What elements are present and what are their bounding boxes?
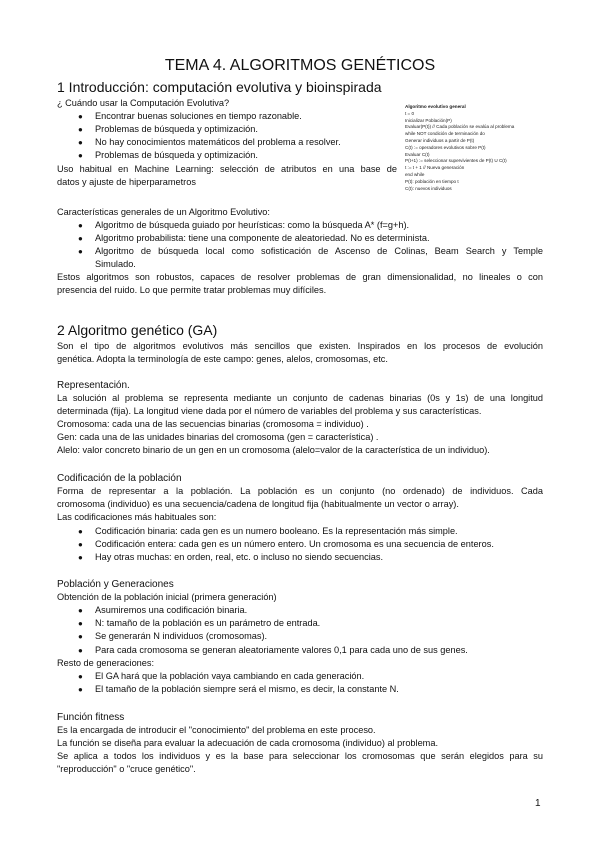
representation-line: Alelo: valor concreto binario de un gen en un cromosoma (alelo=valor de la característica de un individuo). <box>57 445 490 455</box>
list-item: Hay otras muchas: en orden, real, etc. o incluso no siendo secuencias. <box>95 552 384 562</box>
robust-line: presencia del ruido. Lo que permite tratar problemas muy difíciles. <box>57 285 327 295</box>
subheading-coding: Codificación de la población <box>57 473 182 484</box>
fitness-line: Es la encargada de introducir el "conocimiento" del problema en este proceso. <box>57 725 376 735</box>
bullet-icon: ● <box>78 151 83 160</box>
pseudocode-line: Evaluar C(t) <box>405 151 430 157</box>
pseudocode-line: C(t): nuevos individuos <box>405 185 452 191</box>
representation-line: Cromosoma: cada una de las secuencias binarias (cromosoma = individuo) . <box>57 419 369 429</box>
list-item: El tamaño de la población siempre será el mismo, es decir, la constante N. <box>95 684 399 694</box>
list-item: Asumiremos una codificación binaria. <box>95 605 248 615</box>
pseudocode-line: t := t + 1 // Nueva generación <box>405 165 465 171</box>
list-item: Encontrar buenas soluciones en tiempo razonable. <box>95 111 302 121</box>
bullet-icon: ● <box>78 646 83 655</box>
bullet-icon: ● <box>78 619 83 628</box>
coding-line: cromosoma (individuo) es una secuencia/cadena de longitud fija (habitualmente un vector o array). <box>57 499 459 509</box>
list-item-continuation: Simulado. <box>95 259 136 269</box>
page-number: 1 <box>535 798 541 809</box>
page-title: TEMA 4. ALGORITMOS GENÉTICOS <box>164 57 436 74</box>
usage-line: Uso habitual en Machine Learning: selección de atributos en una base de <box>57 164 397 174</box>
characteristics-heading: Características generales de un Algoritmo Evolutivo: <box>57 207 270 217</box>
ga-intro-line: Son el tipo de algoritmos evolutivos más sencillos que existen. Inspirados en los procesos de evolución <box>57 341 543 351</box>
list-item: Se generarán N individuos (cromosomas). <box>95 631 268 641</box>
representation-line: La solución al problema se representa mediante un conjunto de cadenas binarias (0s y 1s) de una longitud <box>57 393 543 403</box>
subheading-representation: Representación. <box>57 380 130 391</box>
pseudocode-line: P(t): población en tiempo t <box>405 178 459 184</box>
bullet-icon: ● <box>78 527 83 536</box>
list-item: Problemas de búsqueda y optimización. <box>95 150 258 160</box>
population-initial: Obtención de la población inicial (primera generación) <box>57 592 277 602</box>
list-item: Algoritmo de búsqueda guiado por heurísticas: como la búsqueda A* (f=g+h). <box>95 220 410 230</box>
bullet-icon: ● <box>78 112 83 121</box>
list-item: Algoritmo probabilista: tiene una componente de aleatoriedad. No es determinista. <box>95 233 430 243</box>
robust-line: Estos algoritmos son robustos, capaces de resolver problemas de gran dimensionalidad, no lineales o con <box>57 272 543 282</box>
bullet-icon: ● <box>78 125 83 134</box>
list-item: Algoritmo de búsqueda local como sofisticación de Ascenso de Colinas, Beam Search y Temple <box>95 246 543 256</box>
bullet-icon: ● <box>78 247 83 256</box>
fitness-line: "reproducción" o "cruce genético". <box>57 764 196 774</box>
subheading-population: Población y Generaciones <box>57 579 174 590</box>
bullet-icon: ● <box>78 672 83 681</box>
coding-line: Forma de representar a la población. La población es un conjunto (no ordenado) de individuos. Cada <box>57 486 543 496</box>
pseudocode-line: while NOT condición de terminación do <box>405 131 485 137</box>
intro-question: ¿ Cuándo usar la Computación Evolutiva? <box>57 98 230 108</box>
pseudocode-figure <box>405 104 558 198</box>
pseudocode-line: t = 0 <box>405 110 415 116</box>
pseudocode-line: Inicializar Población(P) <box>405 117 452 123</box>
list-item: N: tamaño de la población es un parámetro de entrada. <box>95 618 321 628</box>
section-heading-ga: 2 Algoritmo genético (GA) <box>57 322 218 338</box>
section-heading-intro: 1 Introducción: computación evolutiva y bioinspirada <box>57 79 382 95</box>
pseudocode-line: end while <box>405 171 425 177</box>
fitness-line: La función se diseña para evaluar la adecuación de cada cromosoma (individuo) al problema. <box>57 738 438 748</box>
list-item: Problemas de búsqueda y optimización. <box>95 124 258 134</box>
pseudocode-line: C(t) := operadores evolutivos sobre P(t) <box>405 144 486 150</box>
representation-line: Gen: cada una de las unidades binarias del cromosoma (gen = característica) . <box>57 432 379 442</box>
pseudocode-line: Algoritmo evolutivo general <box>405 104 466 109</box>
fitness-line: Se aplica a todos los individuos y es la base para seleccionar los cromosomas que serán elegidos para su <box>57 751 543 761</box>
list-item: Para cada cromosoma se generan aleatoriamente valores 0,1 para cada uno de sus genes. <box>95 645 468 655</box>
pseudocode-line: P(t+1) := seleccionar supervivientes de P(t) U C(t) <box>405 158 507 164</box>
bullet-icon: ● <box>78 221 83 230</box>
list-item: No hay conocimientos matemáticos del problema a resolver. <box>95 137 341 147</box>
bullet-icon: ● <box>78 632 83 641</box>
list-item: Codificación binaria: cada gen es un numero booleano. Es la representación más simple. <box>95 526 458 536</box>
bullet-icon: ● <box>78 540 83 549</box>
list-item: Codificación entera: cada gen es un número entero. Un cromosoma es una secuencia de enteros. <box>95 539 494 549</box>
pseudocode-line: Evaluar(P(t)) // Cada población se evalúa al problema <box>405 124 515 130</box>
bullet-icon: ● <box>78 606 83 615</box>
bullet-icon: ● <box>78 234 83 243</box>
usage-line: datos y ajuste de hiperparametros <box>57 177 196 187</box>
population-rest: Resto de generaciones: <box>57 658 155 668</box>
bullet-icon: ● <box>78 138 83 147</box>
bullet-icon: ● <box>78 685 83 694</box>
coding-line: Las codificaciones más habituales son: <box>57 512 217 522</box>
subheading-fitness: Función fitness <box>57 712 125 723</box>
bullet-icon: ● <box>78 553 83 562</box>
representation-line: determinada (fija). La longitud viene dada por el número de variables del problema y sus características. <box>57 406 482 416</box>
ga-intro-line: genética. Adopta la terminología de este campo: genes, alelos, cromosomas, etc. <box>57 354 388 364</box>
list-item: El GA hará que la población vaya cambiando en cada generación. <box>95 671 365 681</box>
pseudocode-line: Generar individuos a partir de P(t) <box>405 137 475 143</box>
